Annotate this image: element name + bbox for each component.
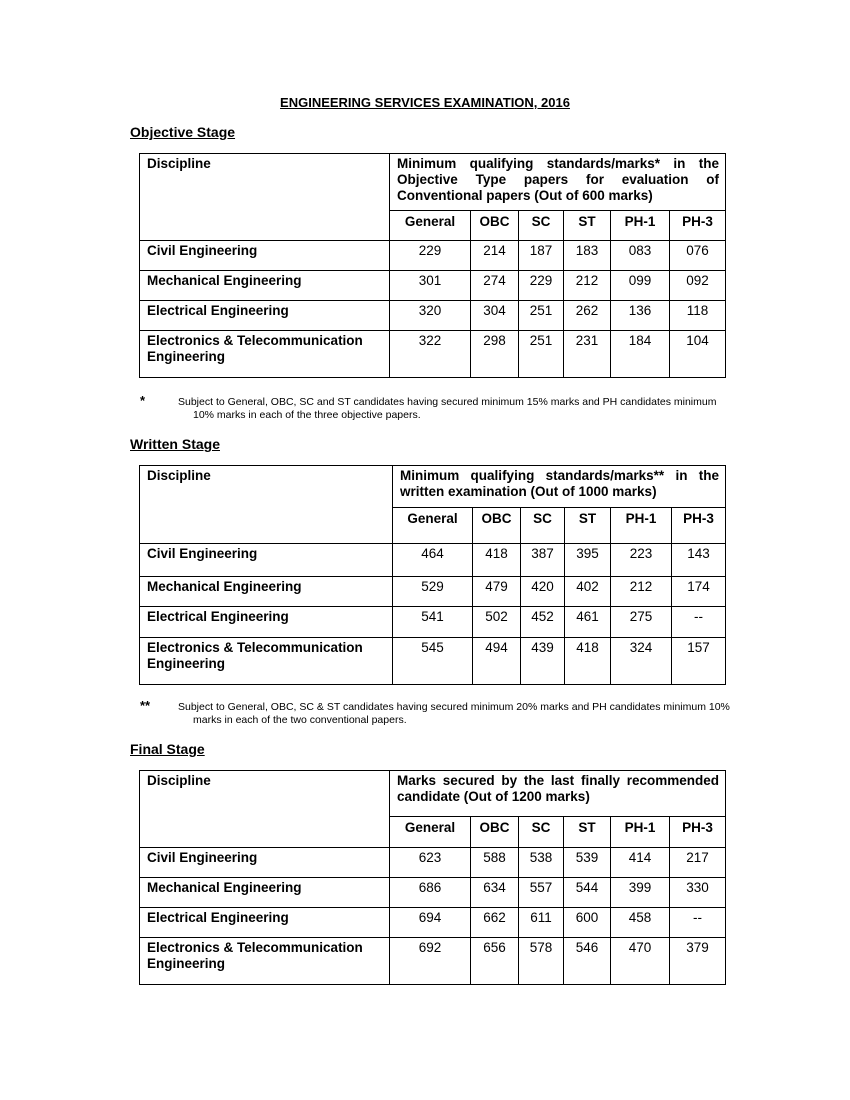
footnote-mark: * (140, 393, 146, 408)
page-title: ENGINEERING SERVICES EXAMINATION, 2016 (280, 95, 570, 110)
value-cell: 387 (521, 544, 565, 577)
table-row (140, 301, 726, 331)
value-cell: 304 (471, 301, 519, 331)
discipline-name: Electrical Engineering (140, 301, 390, 331)
col-general: General (393, 508, 473, 544)
col-sc: SC (519, 817, 564, 848)
value-cell: 157 (672, 638, 726, 685)
value-cell: 395 (565, 544, 611, 577)
value-cell: 578 (519, 938, 564, 985)
value-cell: 479 (473, 577, 521, 607)
value-cell: 541 (393, 607, 473, 638)
value-cell: 529 (393, 577, 473, 607)
value-cell: 634 (471, 878, 519, 908)
col-general: General (390, 211, 471, 241)
value-cell: 418 (473, 544, 521, 577)
col-ph3: PH-3 (672, 508, 726, 544)
col-obc: OBC (471, 817, 519, 848)
value-cell: 118 (670, 301, 726, 331)
value-cell: 330 (670, 878, 726, 908)
value-cell: 600 (564, 908, 611, 938)
value-cell: 420 (521, 577, 565, 607)
col-ph3: PH-3 (670, 817, 726, 848)
table-row (140, 544, 726, 577)
value-cell: 379 (670, 938, 726, 985)
col-st: ST (564, 211, 611, 241)
value-cell: 452 (521, 607, 565, 638)
footnote-mark: ** (140, 698, 151, 713)
final-stage-table (139, 770, 726, 985)
value-cell: 083 (611, 241, 670, 271)
value-cell: 611 (519, 908, 564, 938)
value-cell: 187 (519, 241, 564, 271)
objective-footnote (140, 393, 730, 422)
value-cell: -- (670, 908, 726, 938)
discipline-name: Mechanical Engineering (140, 271, 390, 301)
value-cell: 656 (471, 938, 519, 985)
value-cell: 320 (390, 301, 471, 331)
value-cell: 686 (390, 878, 471, 908)
written-footnote (140, 698, 730, 727)
value-cell: 212 (611, 577, 672, 607)
value-cell: 262 (564, 301, 611, 331)
written-stage-table (139, 465, 726, 685)
value-cell: 298 (471, 331, 519, 378)
value-cell: 418 (565, 638, 611, 685)
value-cell: 588 (471, 848, 519, 878)
value-cell: 275 (611, 607, 672, 638)
written-table-header: Minimum qualifying standards/marks** in the written examination (Out of 1000 marks) (393, 466, 726, 508)
col-obc: OBC (471, 211, 519, 241)
discipline-name: Electrical Engineering (140, 908, 390, 938)
value-cell: 092 (670, 271, 726, 301)
discipline-name: Electrical Engineering (140, 607, 393, 638)
value-cell: 502 (473, 607, 521, 638)
col-sc: SC (521, 508, 565, 544)
value-cell: 212 (564, 271, 611, 301)
value-cell: 557 (519, 878, 564, 908)
value-cell: 470 (611, 938, 670, 985)
table-row (140, 241, 726, 271)
discipline-header: Discipline (140, 154, 390, 241)
value-cell: -- (672, 607, 726, 638)
value-cell: 251 (519, 301, 564, 331)
value-cell: 539 (564, 848, 611, 878)
value-cell: 099 (611, 271, 670, 301)
value-cell: 662 (471, 908, 519, 938)
final-stage-heading: Final Stage (130, 741, 205, 757)
col-ph1: PH-1 (611, 817, 670, 848)
value-cell: 692 (390, 938, 471, 985)
discipline-name: Electronics & Telecommunication Engineering (140, 331, 390, 378)
value-cell: 301 (390, 271, 471, 301)
value-cell: 402 (565, 577, 611, 607)
value-cell: 464 (393, 544, 473, 577)
value-cell: 623 (390, 848, 471, 878)
value-cell: 174 (672, 577, 726, 607)
discipline-header: Discipline (140, 771, 390, 848)
value-cell: 184 (611, 331, 670, 378)
table-row (140, 638, 726, 685)
value-cell: 544 (564, 878, 611, 908)
col-st: ST (565, 508, 611, 544)
table-row (140, 577, 726, 607)
col-ph1: PH-1 (611, 211, 670, 241)
table-row (140, 878, 726, 908)
table-row (140, 331, 726, 378)
footnote-text: Subject to General, OBC, SC and ST candidates having secured minimum 15% marks and PH candidates minimum 10% marks in each of the three objective papers. (178, 396, 717, 421)
value-cell: 076 (670, 241, 726, 271)
value-cell: 399 (611, 878, 670, 908)
discipline-name: Mechanical Engineering (140, 577, 393, 607)
value-cell: 538 (519, 848, 564, 878)
written-stage-heading: Written Stage (130, 436, 220, 452)
value-cell: 251 (519, 331, 564, 378)
value-cell: 461 (565, 607, 611, 638)
discipline-name: Civil Engineering (140, 848, 390, 878)
table-row (140, 848, 726, 878)
objective-stage-heading: Objective Stage (130, 124, 236, 140)
col-obc: OBC (473, 508, 521, 544)
value-cell: 545 (393, 638, 473, 685)
value-cell: 231 (564, 331, 611, 378)
discipline-header: Discipline (140, 466, 393, 544)
table-row (140, 938, 726, 985)
objective-stage-table (139, 153, 726, 378)
discipline-name: Electronics & Telecommunication Engineering (140, 638, 393, 685)
col-sc: SC (519, 211, 564, 241)
value-cell: 439 (521, 638, 565, 685)
discipline-name: Mechanical Engineering (140, 878, 390, 908)
discipline-name: Electronics & Telecommunication Engineering (140, 938, 390, 985)
footnote-text: Subject to General, OBC, SC & ST candidates having secured minimum 20% marks and PH candidates minimum 10% marks in each of the two conventional papers. (178, 701, 730, 726)
table-row (140, 607, 726, 638)
value-cell: 546 (564, 938, 611, 985)
value-cell: 136 (611, 301, 670, 331)
value-cell: 183 (564, 241, 611, 271)
objective-table-header: Minimum qualifying standards/marks* in the Objective Type papers for evaluation of Conventional papers (Out of 600 marks) (390, 154, 726, 211)
value-cell: 274 (471, 271, 519, 301)
value-cell: 694 (390, 908, 471, 938)
col-ph1: PH-1 (611, 508, 672, 544)
col-general: General (390, 817, 471, 848)
value-cell: 217 (670, 848, 726, 878)
col-ph3: PH-3 (670, 211, 726, 241)
value-cell: 229 (390, 241, 471, 271)
col-st: ST (564, 817, 611, 848)
table-row (140, 908, 726, 938)
value-cell: 104 (670, 331, 726, 378)
value-cell: 322 (390, 331, 471, 378)
table-row (140, 271, 726, 301)
value-cell: 458 (611, 908, 670, 938)
value-cell: 229 (519, 271, 564, 301)
value-cell: 324 (611, 638, 672, 685)
value-cell: 214 (471, 241, 519, 271)
final-table-header: Marks secured by the last finally recommended candidate (Out of 1200 marks) (390, 771, 726, 817)
value-cell: 223 (611, 544, 672, 577)
discipline-name: Civil Engineering (140, 241, 390, 271)
value-cell: 414 (611, 848, 670, 878)
value-cell: 494 (473, 638, 521, 685)
value-cell: 143 (672, 544, 726, 577)
discipline-name: Civil Engineering (140, 544, 393, 577)
